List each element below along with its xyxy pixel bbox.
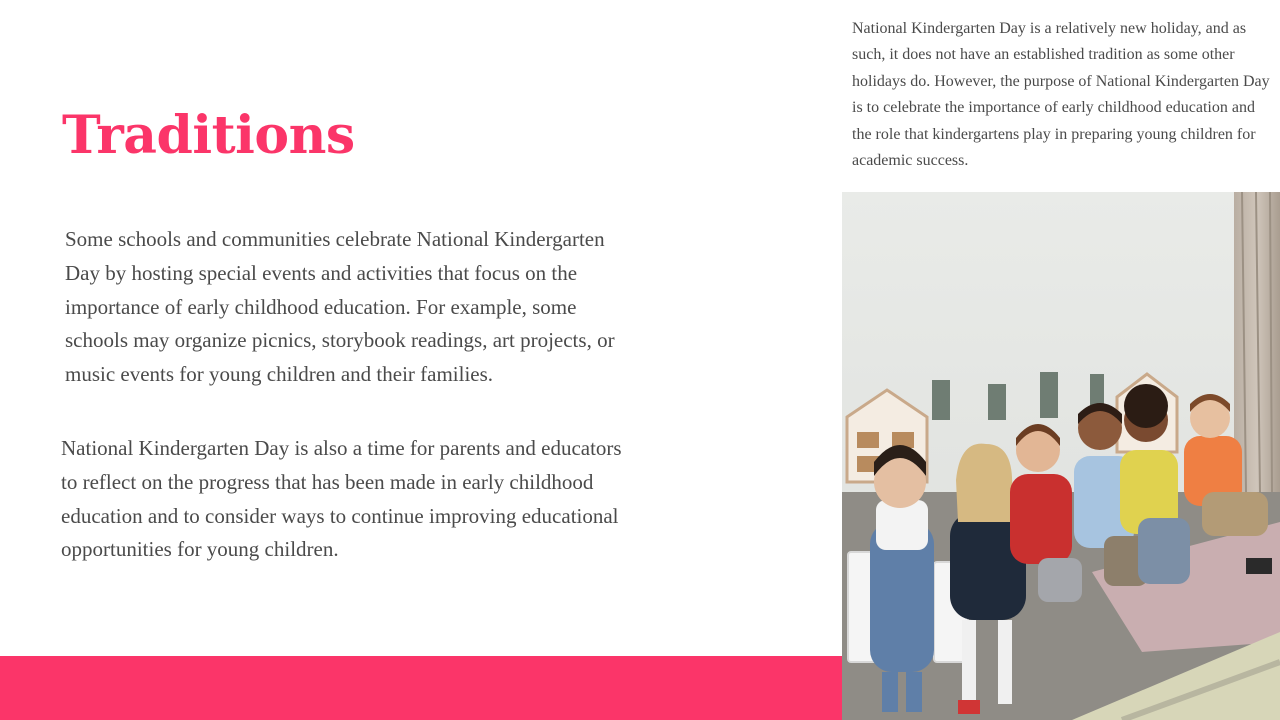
- body-paragraph-events: Some schools and communities celebrate National Kindergarten Day by hosting special events and activities that focus on the importance of early childhood education. For example, some schools may organize picnics, storybook readings, art projects, or music events for young children and their families.: [65, 227, 615, 387]
- classroom-children-photo: [842, 192, 1280, 720]
- slide-title: Traditions: [62, 105, 355, 166]
- accent-band: [0, 656, 842, 720]
- intro-paragraph: National Kindergarten Day is a relatively new holiday, and as such, it does not have an established tradition as some other holidays do. However, the purpose of National Kindergarten Day is to celebrate the importance of early childhood education and the role that kindergartens play in preparing young children for academic success.: [852, 20, 1270, 170]
- body-paragraph-reflection: National Kindergarten Day is also a time for parents and educators to reflect on the progress that has been made in early childhood education and to consider ways to continue improving educational opportunities for young children.: [61, 436, 622, 562]
